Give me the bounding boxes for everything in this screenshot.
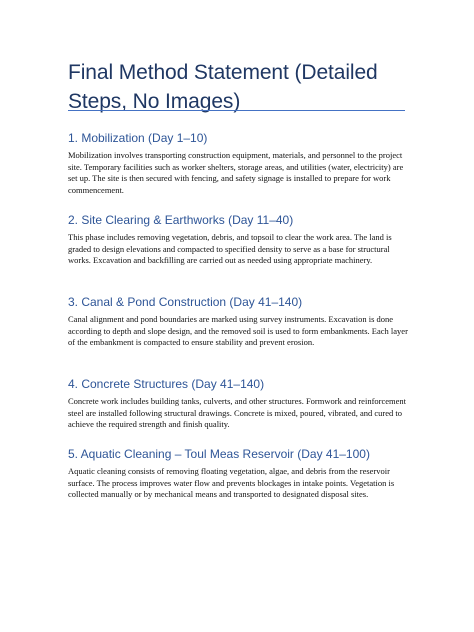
section-body: Canal alignment and pond boundaries are marked using survey instruments. Excavation is done according to depth and slope design, and the removed soil is used to form embankments. Each layer of the embankment is compacted to ensure stability and prevent erosion.	[68, 314, 408, 347]
section-site-clearing	[68, 213, 408, 267]
section-heading: 1. Mobilization (Day 1–10)	[68, 131, 208, 145]
section-heading: 3. Canal & Pond Construction (Day 41–140)	[68, 295, 303, 309]
section-heading: 4. Concrete Structures (Day 41–140)	[68, 377, 265, 391]
section-body: This phase includes removing vegetation, debris, and topsoil to clear the work area. The land is graded to design elevations and compacted to specified density to serve as a base for structural works. Excavation and backfilling are carried out as needed using appropriate machinery.	[68, 232, 392, 265]
section-body: Mobilization involves transporting construction equipment, materials, and personnel to the project site. Temporary facilities such as worker shelters, storage areas, and utilities (water, electricity) are set up. The site is then secured with fencing, and safety signage is installed to prepare for work commencement.	[68, 150, 404, 195]
section-aquatic-cleaning	[68, 447, 408, 501]
section-heading: 5. Aquatic Cleaning – Toul Meas Reservoir (Day 41–100)	[68, 447, 370, 461]
section-canal-pond	[68, 295, 408, 349]
section-concrete-structures	[68, 377, 408, 431]
section-mobilization	[68, 131, 408, 196]
document-title: Final Method Statement (Detailed Steps, No Images)	[68, 61, 378, 113]
section-body: Concrete work includes building tanks, culverts, and other structures. Formwork and reinforcement steel are installed following structural drawings. Concrete is mixed, poured, vibrated, and cured to achieve the required strength and finish quality.	[68, 396, 407, 429]
title-underline	[68, 110, 405, 111]
section-heading: 2. Site Clearing & Earthworks (Day 11–40)	[68, 213, 294, 227]
section-body: Aquatic cleaning consists of removing floating vegetation, algae, and debris from the reservoir surface. The process improves water flow and prevents blockages in intake points. Vegetation is collected manually or by mechanical means and transported to designated disposal sites.	[68, 466, 395, 499]
